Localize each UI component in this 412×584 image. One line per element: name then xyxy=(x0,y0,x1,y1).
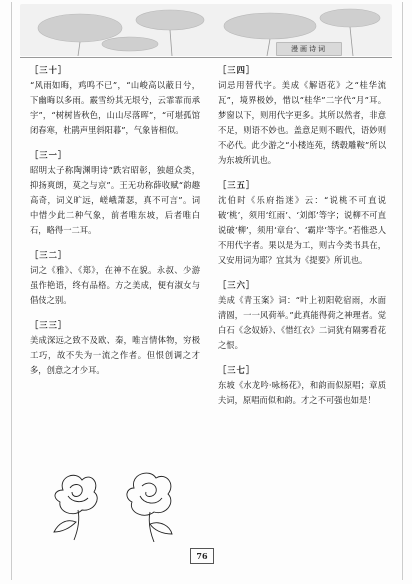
commentary-block xyxy=(218,178,386,268)
block-text: 词忌用替代字。美成《解语花》之“桂华流瓦”，境界极妙，惜以“桂华”二字代“月”耳。梦窗以下，则用代字更多。其所以然者，非意不足，则语不妙也。盖意足则不暇代，语妙则不必代。此少游之“小楼连苑，绣毂雕鞍”所以为东坡所讥也。 xyxy=(218,80,386,165)
commentary-block xyxy=(30,63,200,138)
block-heading: ［三三］ xyxy=(30,320,68,330)
block-text: 美成《青玉案》词：“叶上初阳乾宿雨，水面清圆，一一风荷举。”此真能得荷之神理者。觉白石《念奴娇》、《惜红衣》二词犹有隔雾看花之恨。 xyxy=(218,295,386,350)
commentary-block xyxy=(218,278,386,353)
block-text: 词之《雅》、《郑》，在神不在貌。永叔、少游虽作艳语，终有品格。方之美成，便有淑女与倡伎之别。 xyxy=(30,265,200,305)
block-text: 美成深远之致不及欧、秦，唯言情体物，穷极工巧，故不失为一流之作者。但恨创调之才多，创意之才少耳。 xyxy=(30,335,200,375)
block-text: “风雨如晦，鸡鸣不已”，“山峻高以蔽日兮，下幽晦以多雨。霰雪纷其无垠兮，云霏霏而承宇”，“树树皆秋色，山山尽落晖”，“可堪孤馆闭春寒，杜鹃声里斜阳暮”，气象皆相似。 xyxy=(30,80,200,135)
page-number: 76 xyxy=(190,548,214,564)
header-rule xyxy=(20,57,392,58)
commentary-block xyxy=(30,148,200,238)
block-text: 昭明太子称陶渊明诗“跌宕昭彰，独超众类，抑扬爽朗，莫之与京”。王无功称薛收赋“韵趣高奇，词义旷远，嵯峨萧瑟，真不可言”。词中惜少此二种气象，前者唯东坡，后者唯白石，略得一二耳。 xyxy=(30,165,200,235)
block-heading: ［三十］ xyxy=(30,65,68,75)
block-text: 东坡《水龙吟·咏杨花》，和韵而似原唱；章质夫词，原唱而似和韵。才之不可强也如是！ xyxy=(218,380,386,405)
left-column xyxy=(30,63,200,388)
block-heading: ［三二］ xyxy=(30,250,68,260)
commentary-block xyxy=(218,63,386,168)
commentary-block xyxy=(30,318,200,378)
commentary-block xyxy=(218,363,386,408)
right-column xyxy=(218,63,386,418)
header-title: 漫画诗词 xyxy=(276,42,342,56)
commentary-block xyxy=(30,248,200,308)
block-heading: ［三七］ xyxy=(218,365,256,375)
rose-illustration xyxy=(38,462,188,542)
block-heading: ［三四］ xyxy=(218,65,256,75)
page-header xyxy=(20,4,392,56)
block-heading: ［三一］ xyxy=(30,150,68,160)
block-heading: ［三六］ xyxy=(218,280,256,290)
block-heading: ［三五］ xyxy=(218,180,256,190)
block-text: 沈伯时《乐府指迷》云：“说桃不可直说破‘桃’，须用‘红雨’、‘刘郎’等字；说柳不可直说破‘柳’，须用‘章台’、‘霸岸’等字。”若惟恐人不用代字者。果以是为工，则古今类书具在，又安用词为耶？宜其为《提要》所讥也。 xyxy=(218,195,386,265)
